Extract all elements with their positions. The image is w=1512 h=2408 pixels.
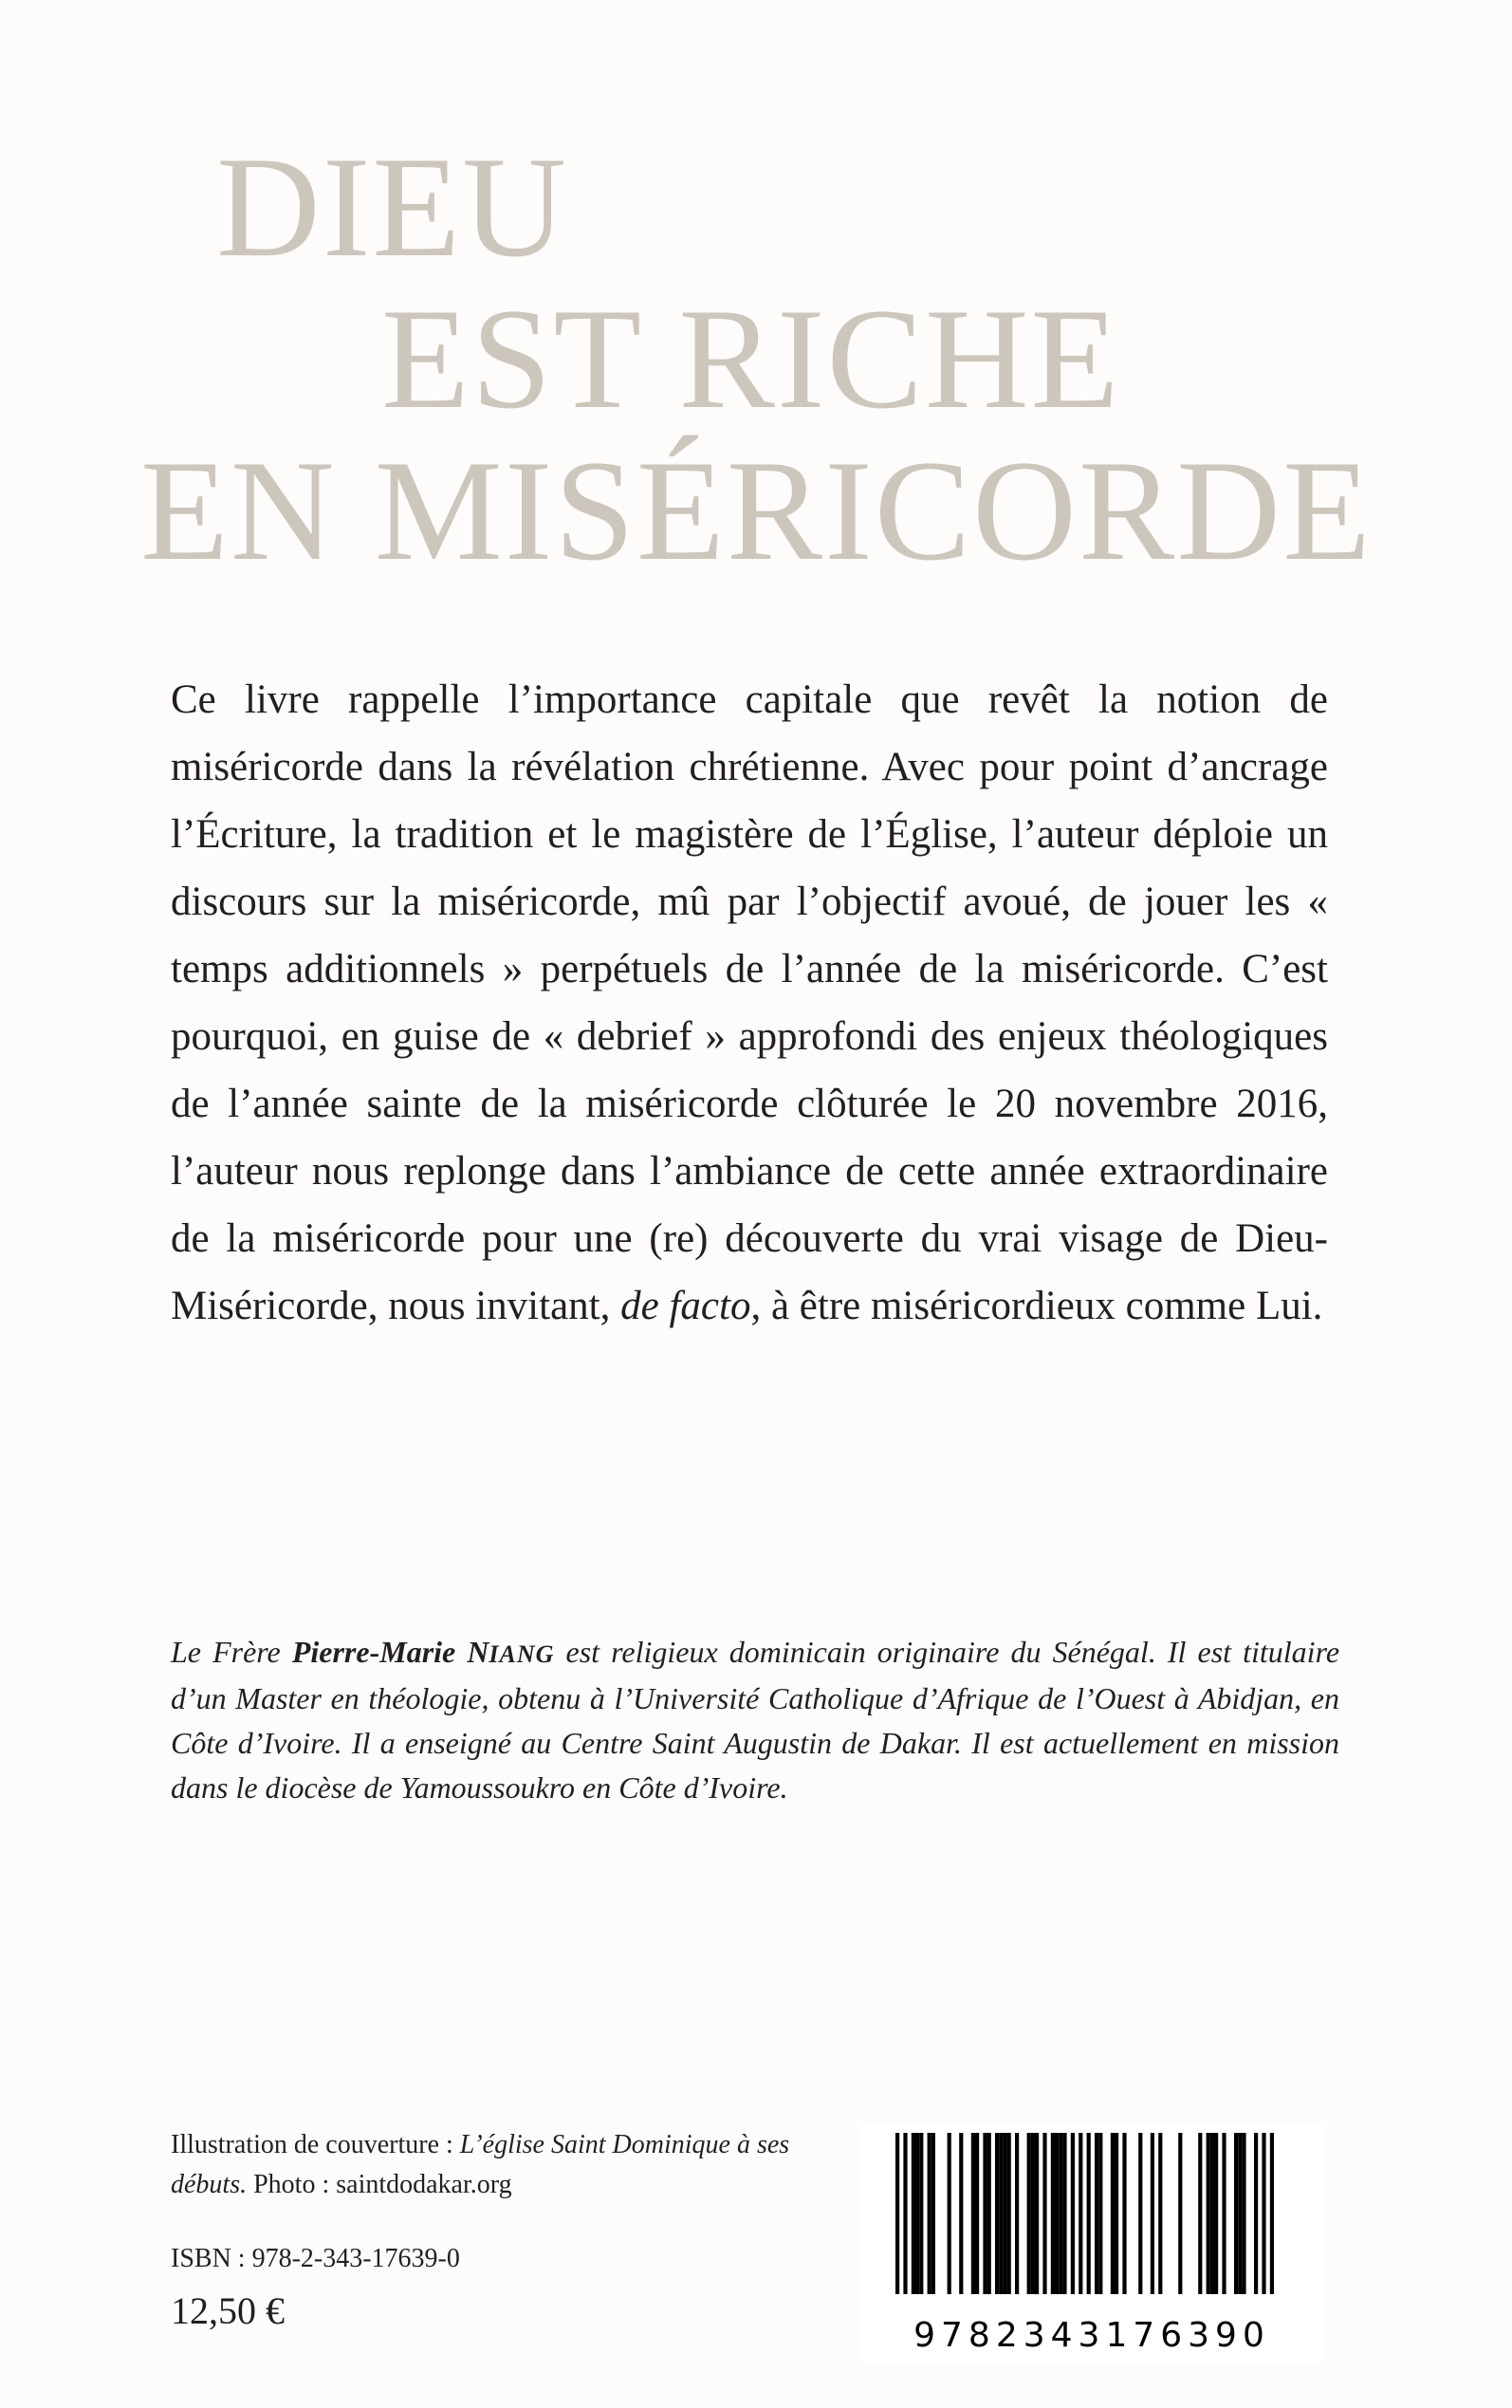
barcode-bar	[1158, 2133, 1162, 2294]
barcode-bar	[1059, 2133, 1062, 2294]
barcode-bars	[882, 2133, 1301, 2313]
blurb-text: Ce livre rappelle l’importance capitale que revêt la notion de miséricorde dans la révélation chrétienne. Avec pour point d’ancrage l’Écriture, la tradition et le magistère de l’Église, l’auteur déploie un discours sur la miséricorde, mû par l’objectif avoué, de jouer les « temps additionnels » perpétuels de l’année de la miséricorde. C’est pourquoi, en guise de « debrief » approfondi des enjeux théologiques de l’année sainte de la miséricorde clôturée le 20 novembre 2016, l’auteur nous replonge dans l’ambiance de cette année extraordinaire de la miséricorde pour une (re) découverte du vrai visage de Dieu-Miséricorde, nous invitant,	[171, 677, 1328, 1328]
credit-work-title: L’église Saint Dominique à ses débuts.	[171, 2130, 790, 2199]
blurb-italic: de facto	[620, 1284, 751, 1328]
barcode-bar	[948, 2133, 951, 2294]
barcode-bar	[1115, 2133, 1118, 2294]
barcode-bar	[1051, 2133, 1055, 2294]
barcode-bar	[895, 2133, 899, 2294]
barcode-bar	[959, 2133, 963, 2294]
barcode-bar	[1151, 2133, 1154, 2294]
barcode-bar	[915, 2133, 919, 2294]
barcode-bar	[1015, 2133, 1019, 2294]
barcode-bar	[1138, 2133, 1142, 2294]
title-line-1: DIEU	[216, 127, 569, 287]
barcode-bar	[1207, 2133, 1210, 2294]
barcode-bar	[999, 2133, 1003, 2294]
bio-text: est religieux dominicain originaire du Sénégal. Il est titulaire d’un Master en théologie, obtenu à l’Université Catholique d’Afrique de l’Ouest à Abidjan, en Côte d’Ivoire. Il a enseigné au Centre Saint Augustin de Dakar. Il est actuellement en mission dans le diocèse de Yamoussoukro en Côte d’Ivoire.	[171, 1635, 1340, 1805]
cover-credit	[171, 2125, 854, 2205]
barcode-bar	[903, 2133, 907, 2294]
barcode-bar	[912, 2133, 915, 2294]
barcode-bar	[928, 2133, 931, 2294]
blurb-text-end: , à être miséricordieux comme Lui.	[750, 1284, 1323, 1328]
barcode-bar	[1055, 2133, 1059, 2294]
barcode-bar	[1031, 2133, 1035, 2294]
barcode-bar	[931, 2133, 935, 2294]
credit-label: Illustration de couverture :	[171, 2130, 453, 2159]
barcode-bar	[1254, 2133, 1258, 2294]
barcode-bar	[971, 2133, 975, 2294]
barcode-bar	[1111, 2133, 1115, 2294]
barcode	[861, 2123, 1322, 2362]
credit-photo: Photo : saintdodakar.org	[253, 2170, 512, 2199]
author-last-rest: IANG	[489, 1640, 555, 1668]
barcode-bar	[1095, 2133, 1098, 2294]
back-cover-blurb	[171, 666, 1328, 1340]
author-bio	[171, 1630, 1339, 1810]
barcode-bar	[1122, 2133, 1126, 2294]
barcode-bar	[987, 2133, 991, 2294]
barcode-bar	[1242, 2133, 1245, 2294]
barcode-bar	[1027, 2133, 1031, 2294]
barcode-bar	[1035, 2133, 1039, 2294]
barcode-bar	[1214, 2133, 1218, 2294]
barcode-bar	[1234, 2133, 1238, 2294]
barcode-bar	[1087, 2133, 1091, 2294]
bio-intro: Le Frère	[171, 1635, 281, 1669]
author-first-name: Pierre-Marie	[291, 1635, 456, 1669]
barcode-bar	[983, 2133, 986, 2294]
barcode-bar	[1071, 2133, 1075, 2294]
title-line-2: EST RICHE	[381, 279, 1121, 438]
author-name	[292, 1635, 555, 1669]
barcode-bar	[1262, 2133, 1265, 2294]
author-last-initial: N	[467, 1635, 489, 1669]
price: 12,50 €	[171, 2289, 285, 2332]
barcode-bar	[1003, 2133, 1006, 2294]
barcode-bar	[1270, 2133, 1274, 2294]
barcode-bar	[1079, 2133, 1082, 2294]
barcode-bar	[975, 2133, 979, 2294]
title-line-3: EN MISÉRICORDE	[140, 431, 1373, 590]
barcode-bar	[1178, 2133, 1182, 2294]
barcode-bar	[1198, 2133, 1202, 2294]
barcode-bar	[1222, 2133, 1226, 2294]
barcode-digits: 9782343176390	[913, 2316, 1270, 2355]
barcode-bar	[1098, 2133, 1102, 2294]
isbn: ISBN : 978-2-343-17639-0	[171, 2244, 460, 2273]
barcode-bar	[1042, 2133, 1046, 2294]
barcode-bar	[1210, 2133, 1214, 2294]
barcode-bar	[995, 2133, 999, 2294]
barcode-bar	[919, 2133, 923, 2294]
barcode-bar	[1238, 2133, 1242, 2294]
barcode-bar	[1062, 2133, 1066, 2294]
barcode-bar	[1007, 2133, 1011, 2294]
